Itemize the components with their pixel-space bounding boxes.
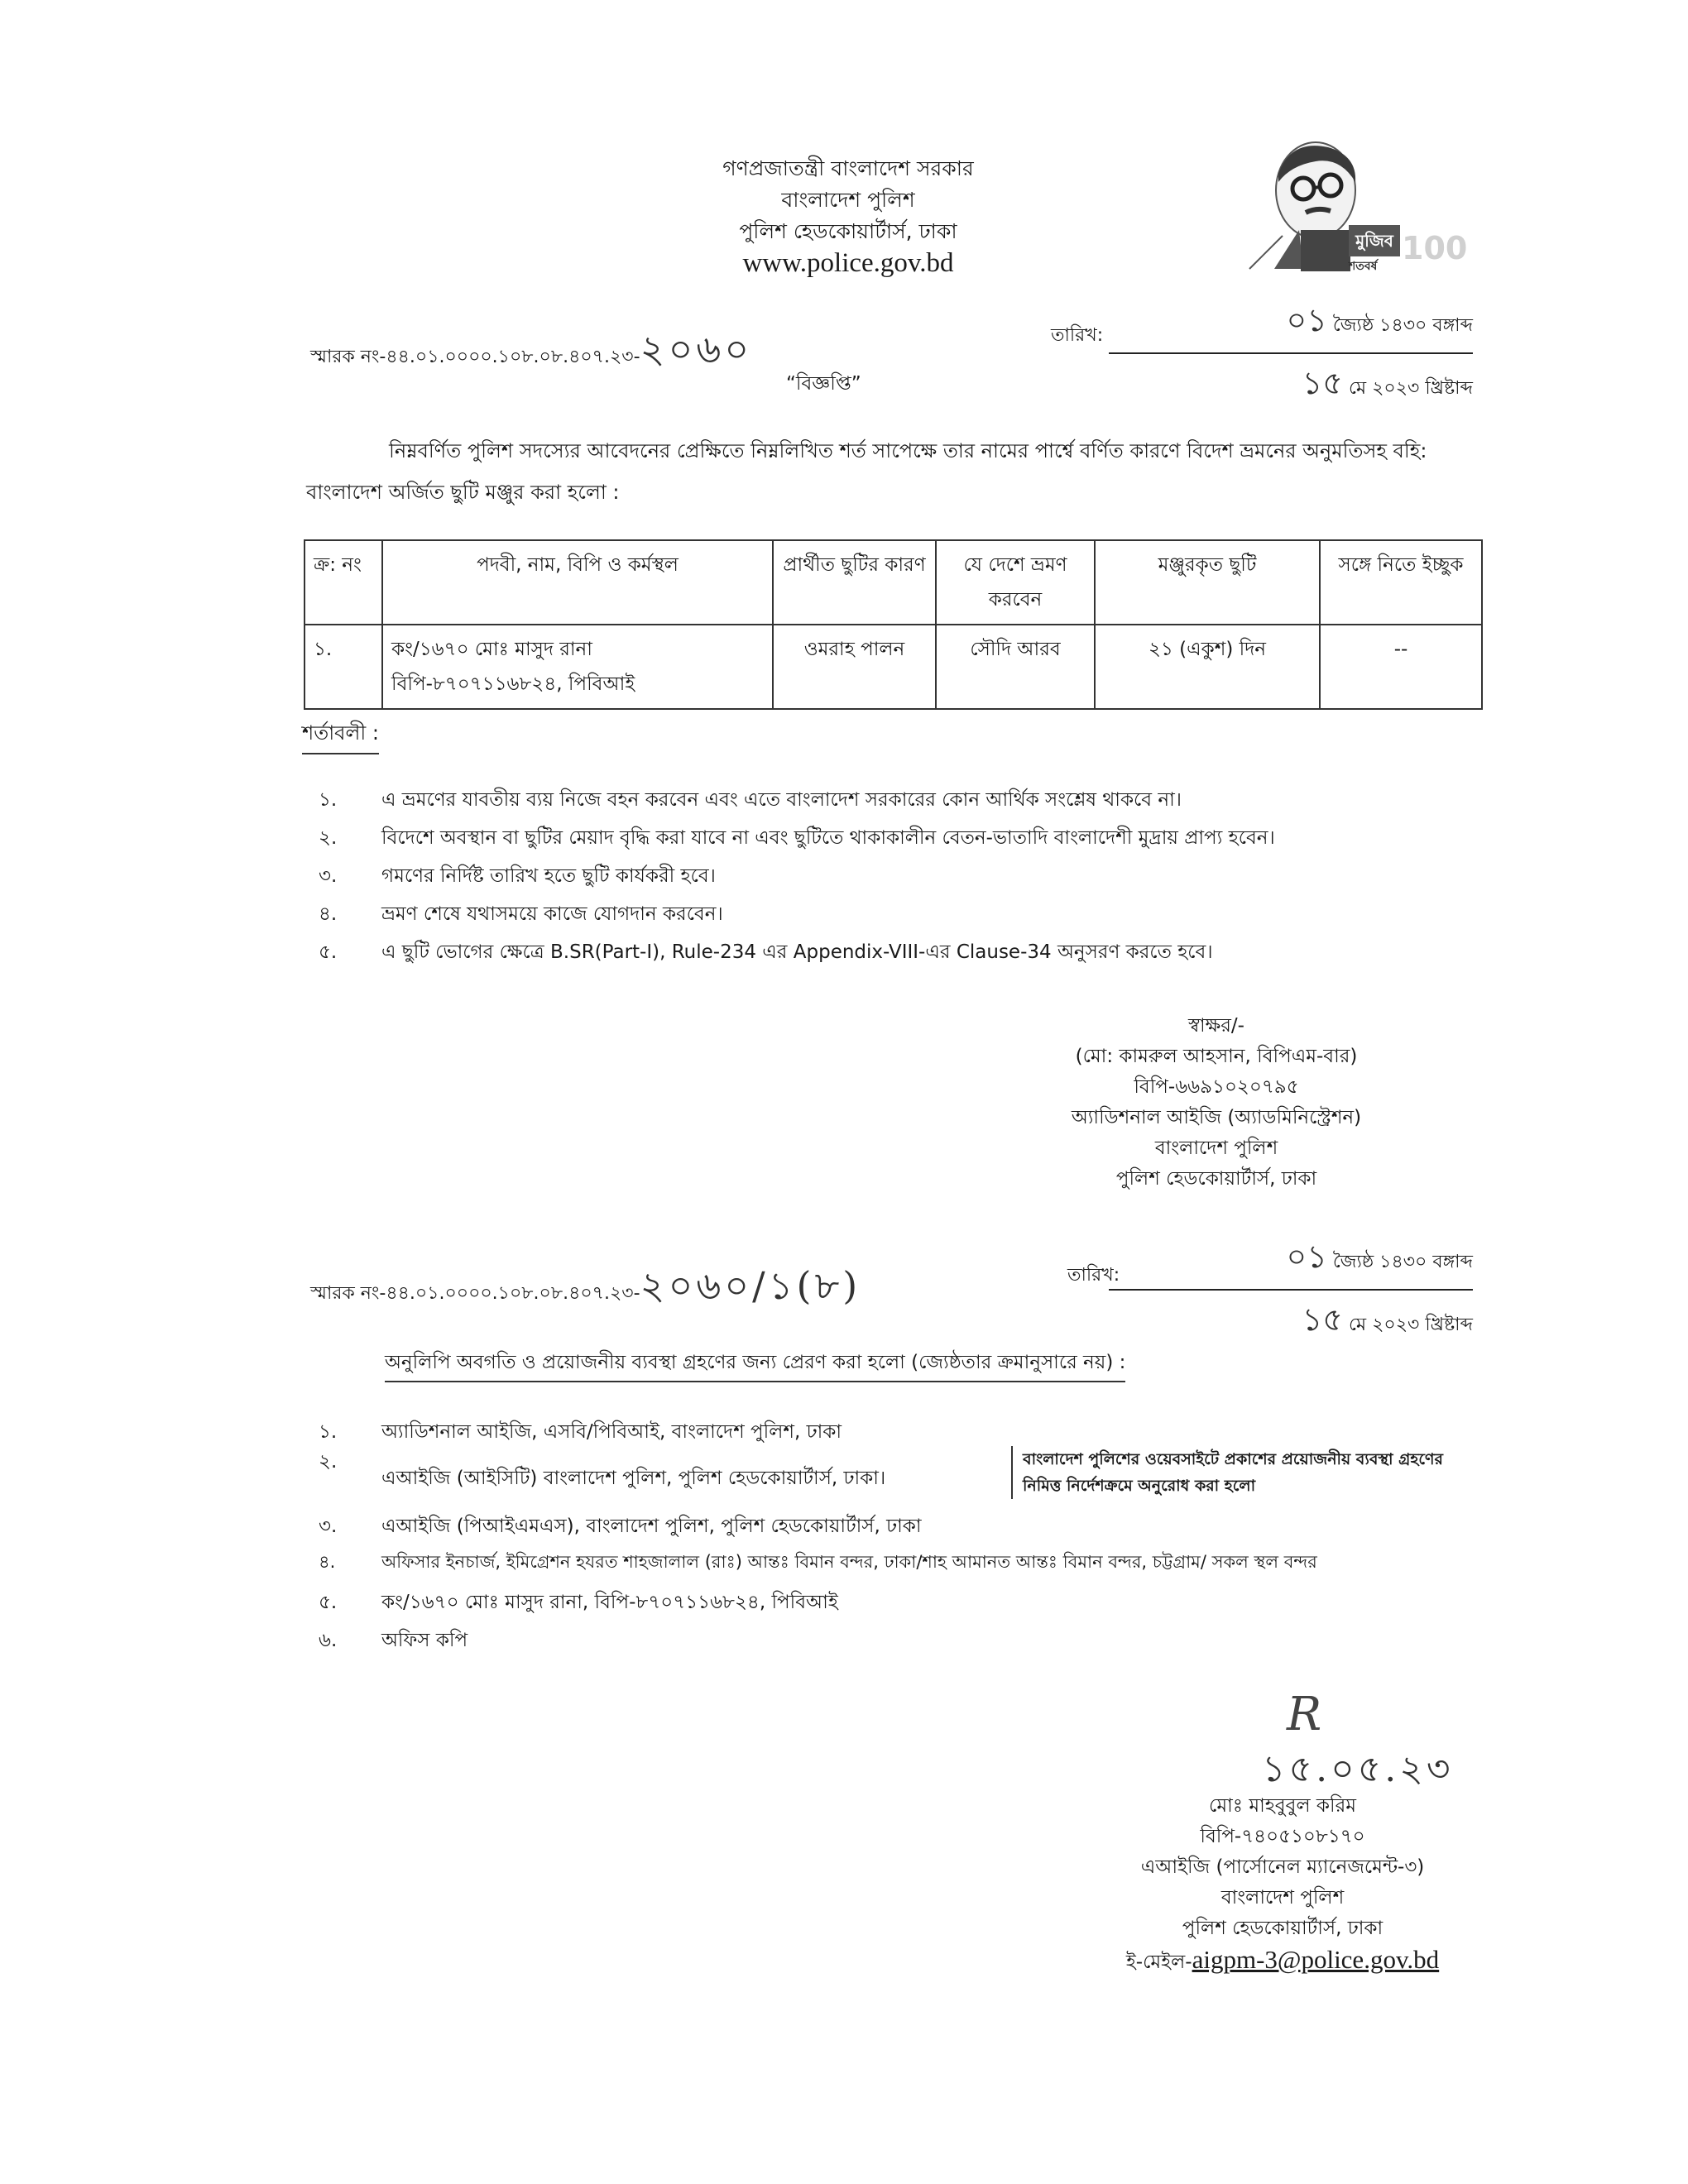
- hand-day-english: ১৫: [1302, 1301, 1343, 1338]
- term-text: গমণের নির্দিষ্ট তারিখ হতে ছুটি কার্যকরী হবে।: [381, 865, 716, 887]
- copy-number: ৩.: [319, 1516, 338, 1537]
- name-line: কং/১৬৭০ মোঃ মাসুদ রানা: [391, 639, 592, 660]
- copy-number: ৬.: [319, 1630, 338, 1651]
- cell-companion: --: [1320, 625, 1482, 709]
- term-number: ৫.: [319, 941, 338, 963]
- col-companion: সঙ্গে নিতে ইচ্ছুক: [1320, 540, 1482, 625]
- letterhead: [579, 153, 1117, 279]
- hand-day-bangla: ০১: [1286, 1238, 1327, 1275]
- col-leave: মঞ্জুরকৃত ছুটি: [1095, 540, 1320, 625]
- email-label: ই-মেইল-: [1125, 1952, 1192, 1973]
- dept-name: বাংলাদেশ পুলিশ: [781, 188, 915, 212]
- copy-text: অ্যাডিশনাল আইজি, এসবি/পিবিআই, বাংলাদেশ পুলিশ, ঢাকা: [381, 1421, 842, 1443]
- signatory-designation: এআইজি (পার্সোনেল ম্যানেজমেন্ট-৩): [1140, 1856, 1425, 1878]
- website: www.police.gov.bd: [742, 248, 954, 278]
- office-name: পুলিশ হেডকোয়ার্টার্স, ঢাকা: [739, 219, 957, 243]
- term-number: ১.: [319, 789, 338, 811]
- memo-number-2: [310, 1257, 861, 1320]
- copy-text: এআইজি (পিআইএমএস), বাংলাদেশ পুলিশ, পুলিশ হেডকোয়ার্টার্স, ঢাকা: [381, 1516, 922, 1537]
- date-label: তারিখ:: [1051, 325, 1104, 346]
- govt-name: গণপ্রজাতন্ত্রী বাংলাদেশ সরকার: [722, 156, 974, 180]
- email-link[interactable]: aigpm-3@police.gov.bd: [1192, 1945, 1440, 1974]
- date-block: [1109, 296, 1473, 412]
- website-publish-note: বাংলাদেশ পুলিশের ওয়েবসাইটে প্রকাশের প্রয়োজনীয় ব্যবস্থা গ্রহণের নিমিত্ত নির্দেশক্রমে অনুরোধ করা হলো: [1011, 1446, 1470, 1499]
- handwritten-initial: R: [1287, 1688, 1322, 1741]
- memo-label: স্মারক নং-৪৪.০১.০০০০.১০৮.০৮.৪০৭.২৩-: [310, 347, 640, 367]
- copy-text: এআইজি (আইসিটি) বাংলাদেশ পুলিশ, পুলিশ হেডকোয়ার্টার্স, ঢাকা।: [381, 1468, 886, 1489]
- term-number: ৪.: [319, 903, 338, 925]
- logo-100-text: 100: [1402, 230, 1468, 266]
- date-bangla: জ্যৈষ্ঠ ১৪৩০ বঙ্গাব্দ: [1332, 1252, 1473, 1272]
- copy-number: ২.: [319, 1451, 338, 1473]
- copy-number: ১.: [319, 1421, 338, 1443]
- term-text: এ ভ্রমণের যাবতীয় ব্যয় নিজে বহন করবেন এবং এতে বাংলাদেশ সরকারের কোন আর্থিক সংশ্লেষ থাকবে না।: [381, 789, 1182, 811]
- signatory-bp: বিপি-৬৬৯১০২০৭৯৫: [1134, 1076, 1299, 1098]
- terms-title: শর্তাবলী :: [302, 718, 379, 754]
- signed-mark: স্বাক্ষর/-: [1187, 1015, 1244, 1037]
- col-serial: ক্র: নং: [305, 540, 382, 625]
- date-divider: [1109, 352, 1473, 354]
- date-english: মে ২০২৩ খ্রিষ্টাব্দ: [1348, 378, 1473, 399]
- memo-number: [310, 321, 752, 384]
- notice-title: “বিজ্ঞপ্তি”: [786, 373, 861, 395]
- email-line: [1101, 1944, 1465, 1978]
- date-divider: [1109, 1289, 1473, 1291]
- signatory-office: পুলিশ হেডকোয়ার্টার্স, ঢাকা: [1115, 1168, 1317, 1190]
- copy-text: অফিসার ইনচার্জ, ইমিগ্রেশন হযরত শাহজালাল (রাঃ) আন্তঃ বিমান বন্দর, ঢাকা/শাহ আমানত আন্তঃ বিমান বন্দর, চট্টগ্রাম/ সকল স্থল বন্দর: [381, 1552, 1317, 1572]
- date-label: তারিখ:: [1067, 1265, 1120, 1286]
- col-country: যে দেশে ভ্রমণ করবেন: [936, 540, 1095, 625]
- cell-name: [382, 625, 773, 709]
- signatory-org: বাংলাদেশ পুলিশ: [1220, 1887, 1345, 1909]
- logo-shotoborsho-text: শতবর্ষ: [1349, 260, 1378, 273]
- bp-line: বিপি-৮৭০৭১১৬৮২৪, পিবিআই: [391, 673, 635, 695]
- cell-country: সৌদি আরব: [936, 625, 1095, 709]
- mujib-centenary-logo: [1233, 132, 1468, 273]
- term-number: ৩.: [319, 865, 338, 887]
- cell-leave: ২১ (একুশ) দিন: [1095, 625, 1320, 709]
- term-number: ২.: [319, 827, 338, 849]
- term-text: বিদেশে অবস্থান বা ছুটির মেয়াদ বৃদ্ধি করা যাবে না এবং ছুটিতে থাকাকালীন বেতন-ভাতাদি বাংলাদেশী মুদ্রায় প্রাপ্য হবেন।: [381, 827, 1275, 849]
- signatory-block-2: [1101, 1791, 1465, 1978]
- date-bangla: জ্যৈষ্ঠ ১৪৩০ বঙ্গাব্দ: [1332, 315, 1473, 336]
- intro-paragraph: নিম্নবর্ণিত পুলিশ সদস্যের আবেদনের প্রেক্ষিতে নিম্নলিখিত শর্ত সাপেক্ষে তার নামের পার্শ্বে বর্ণিত কারণে বিদেশ ভ্রমনের অনুমতিসহ বহি: বাংলাদেশ অর্জিত ছুটি মঞ্জুর করা হলো :: [306, 439, 1427, 504]
- date-block-2: [1109, 1233, 1473, 1348]
- table-row: [305, 625, 1482, 709]
- copy-number: ৫.: [319, 1592, 338, 1613]
- terms-list: [319, 784, 1494, 975]
- table-header-row: [305, 540, 1482, 625]
- handwritten-memo-number: ২০৬০/১(৮): [640, 1263, 861, 1308]
- copy-text: অফিস কপি: [381, 1630, 468, 1651]
- signatory-designation: অ্যাডিশনাল আইজি (অ্যাডমিনিস্ট্রেশন): [1071, 1107, 1362, 1128]
- logo-mujib-text: মুজিব: [1349, 225, 1400, 256]
- signatory-org: বাংলাদেশ পুলিশ: [1154, 1138, 1278, 1159]
- copy-text: কং/১৬৭০ মোঃ মাসুদ রানা, বিপি-৮৭০৭১১৬৮২৪, পিবিআই: [381, 1592, 838, 1613]
- signatory-name: (মো: কামরুল আহসান, বিপিএম-বার): [1075, 1046, 1358, 1067]
- memo-label: স্মারক নং-৪৪.০১.০০০০.১০৮.০৮.৪০৭.২৩-: [310, 1283, 640, 1304]
- term-text: ভ্রমণ শেষে যথাসময়ে কাজে যোগদান করবেন।: [381, 903, 723, 925]
- date-english: মে ২০২৩ খ্রিষ্টাব্দ: [1348, 1315, 1473, 1335]
- leave-table: [304, 539, 1483, 710]
- col-name: পদবী, নাম, বিপি ও কর্মস্থল: [382, 540, 773, 625]
- signatory-block-1: [1009, 1011, 1423, 1195]
- signatory-office: পুলিশ হেডকোয়ার্টার্স, ঢাকা: [1182, 1918, 1383, 1939]
- signatory-bp: বিপি-৭৪০৫১০৮১৭০: [1200, 1826, 1365, 1847]
- handwritten-date: ১৫.০৫.২৩: [1262, 1748, 1454, 1790]
- col-reason: প্রার্থীত ছুটির কারণ: [773, 540, 936, 625]
- hand-day-english: ১৫: [1302, 365, 1343, 401]
- cell-reason: ওমরাহ পালন: [773, 625, 936, 709]
- handwritten-memo-number: ২০৬০: [640, 327, 753, 371]
- hand-day-bangla: ০১: [1286, 302, 1327, 338]
- term-text: এ ছুটি ভোগের ক্ষেত্রে B.SR(Part-I), Rule-234 এর Appendix-VIII-এর Clause-34 অনুসরণ করতে হবে।: [381, 941, 1213, 963]
- signatory-name: মোঃ মাহবুবুল করিম: [1208, 1795, 1356, 1817]
- copy-number: ৪.: [319, 1552, 336, 1572]
- cell-serial: ১.: [305, 625, 382, 709]
- copy-title: অনুলিপি অবগতি ও প্রয়োজনীয় ব্যবস্থা গ্রহণের জন্য প্রেরণ করা হলো (জ্যেষ্ঠতার ক্রমানুসারে নয়) :: [385, 1347, 1125, 1382]
